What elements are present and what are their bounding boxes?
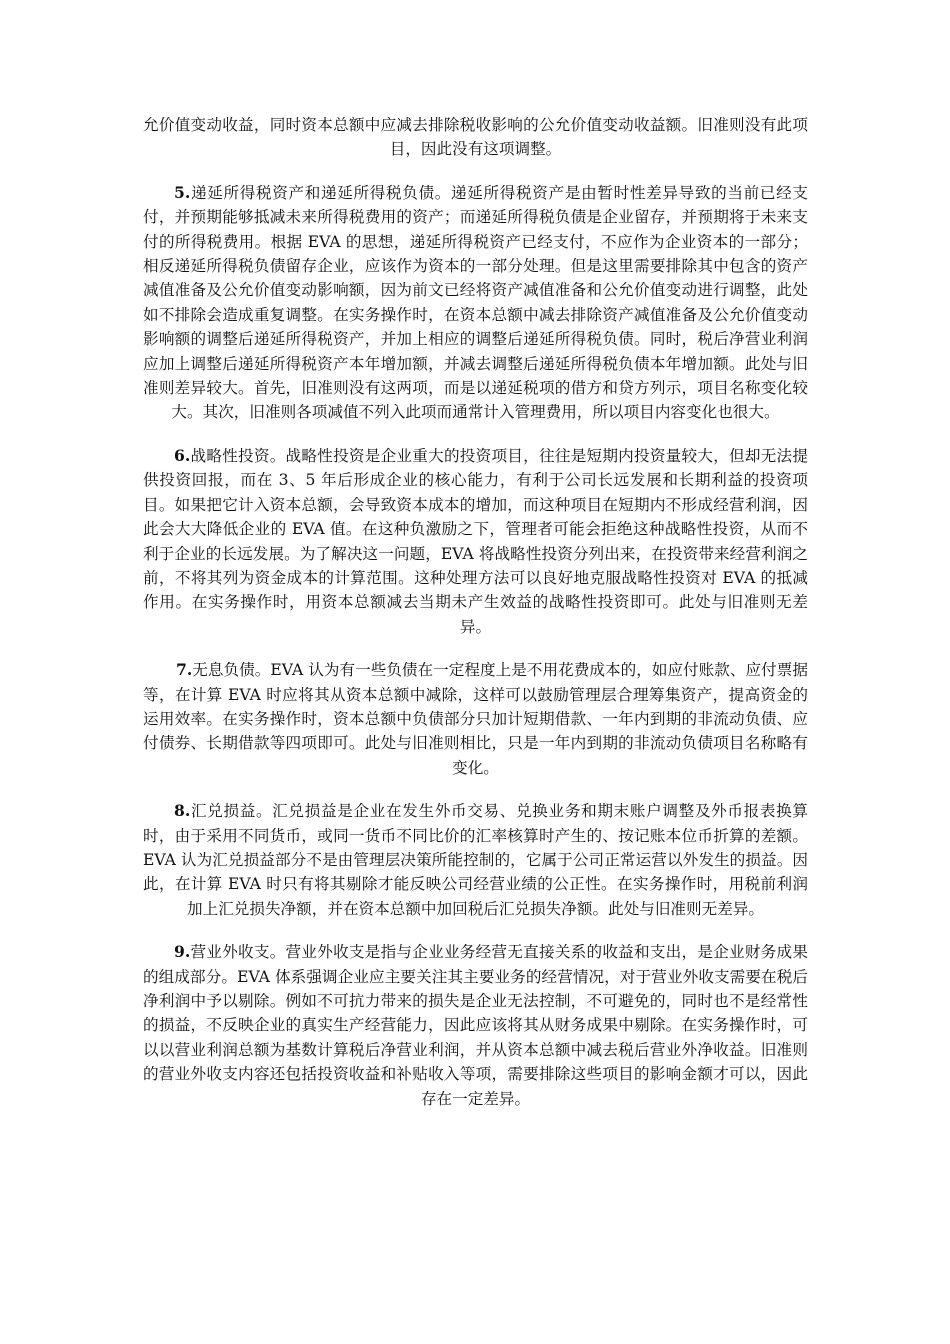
paragraph-number: 8. (174, 801, 191, 821)
paragraph-continuation (143, 113, 808, 162)
paragraph-text: 汇兑损益。汇兑损益是企业在发生外币交易、兑换业务和期末账户调整及外币报表换算时，由于采用不同货币，或同一货币不同比价的汇率核算时产生的、按记账本位币折算的差额。EVA 认为汇兑损益部分不是由管理层决策所能控制的，它属于公司正常运营以外发生的损益。因此，在计算 EVA 时只有将其剔除才能反映公司经营业绩的公正性。在实务操作时，用税前利润加上汇兑损失净额，并在资本总额中加回税后汇兑损失净额。此处与旧准则无差异。 (143, 802, 808, 918)
paragraph-number: 6. (174, 445, 191, 465)
paragraph-number: 7. (176, 660, 193, 680)
paragraph-9-non-operating-income (143, 940, 808, 1111)
paragraph-8-exchange-gains-losses (143, 799, 808, 921)
paragraph-6-strategic-investment (143, 444, 808, 639)
paragraph-text: 允价值变动收益，同时资本总额中应减去排除税收影响的公允价值变动收益额。旧准则没有此项目，因此没有这项调整。 (143, 116, 808, 159)
paragraph-text: 营业外收支。营业外收支是指与企业业务经营无直接关系的收益和支出，是企业财务成果的组成部分。EVA 体系强调企业应主要关注其主要业务的经营情况，对于营业外收支需要在税后净利润中予以剔除。例如不可抗力带来的损失是企业无法控制，不可避免的，同时也不是经常性的损益，不反映企业的真实生产经营能力，因此应该将其从财务成果中剔除。在实务操作时，可以以营业利润总额为基数计算税后净营业利润，并从资本总额中减去税后营业外净收益。旧准则的营业外收支内容还包括投资收益和补贴收入等项，需要排除这些项目的影响金额才可以，因此存在一定差异。 (143, 943, 808, 1108)
paragraph-text: 递延所得税资产和递延所得税负债。递延所得税资产是由暂时性差异导致的当前已经支付，并预期能够抵减未来所得税费用的资产；而递延所得税负债是企业留存，并预期将于未来支付的所得税费用。根据 EVA 的思想，递延所得税资产已经支付，不应作为企业资本的一部分；相反递延所得税负债留存企业，应该作为资本的一部分处理。但是这里需要排除其中包含的资产减值准备及公允价值变动影响额，因为前文已经将资产减值准备和公允价值变动进行调整，此处如不排除会造成重复调整。在实务操作时，在资本总额中减去排除资产减值准备及公允价值变动影响额的调整后递延所得税资产，并加上相应的调整后递延所得税负债。同时，税后净营业利润应加上调整后递延所得税资产本年增加额，并减去调整后递延所得税负债本年增加额。此处与旧准则差异较大。首先，旧准则没有这两项，而是以递延税项的借方和贷方列示，项目名称变化较大。其次，旧准则各项减值不列入此项而通常计入管理费用，所以项目内容变化也很大。 (143, 183, 808, 422)
paragraph-7-interest-free-liabilities (143, 658, 808, 780)
paragraph-number: 9. (174, 942, 191, 962)
paragraph-5-deferred-tax (143, 181, 808, 425)
paragraph-text: 无息负债。EVA 认为有一些负债在一定程度上是不用花费成本的，如应付账款、应付票据等，在计算 EVA 时应将其从资本总额中减除，这样可以鼓励管理层合理筹集资产，提高资金的运用效率。在实务操作时，资本总额中负债部分只加计短期借款、一年内到期的非流动负债、应付债券、长期借款等四项即可。此处与旧准则相比，只是一年内到期的非流动负债项目名称略有变化。 (143, 661, 808, 777)
paragraph-text: 战略性投资。战略性投资是企业重大的投资项目，往往是短期内投资量较大，但却无法提供投资回报，而在 3、5 年后形成企业的核心能力，有利于公司长远发展和长期利益的投资项目。如果把它计入资本总额，会导致资本成本的增加，而这种项目在短期内不形成经营利润，因此会大大降低企业的 EVA 值。在这种负激励之下，管理者可能会拒绝这种战略性投资，从而不利于企业的长远发展。为了解决这一问题，EVA 将战略性投资分列出来，在投资带来经营利润之前，不将其列为资金成本的计算范围。这种处理方法可以良好地克服战略性投资对 EVA 的抵减作用。在实务操作时，用资本总额减去当期未产生效益的战略性投资即可。此处与旧准则无差异。 (143, 446, 808, 636)
paragraph-number: 5. (174, 182, 191, 202)
document-page (143, 113, 808, 1111)
